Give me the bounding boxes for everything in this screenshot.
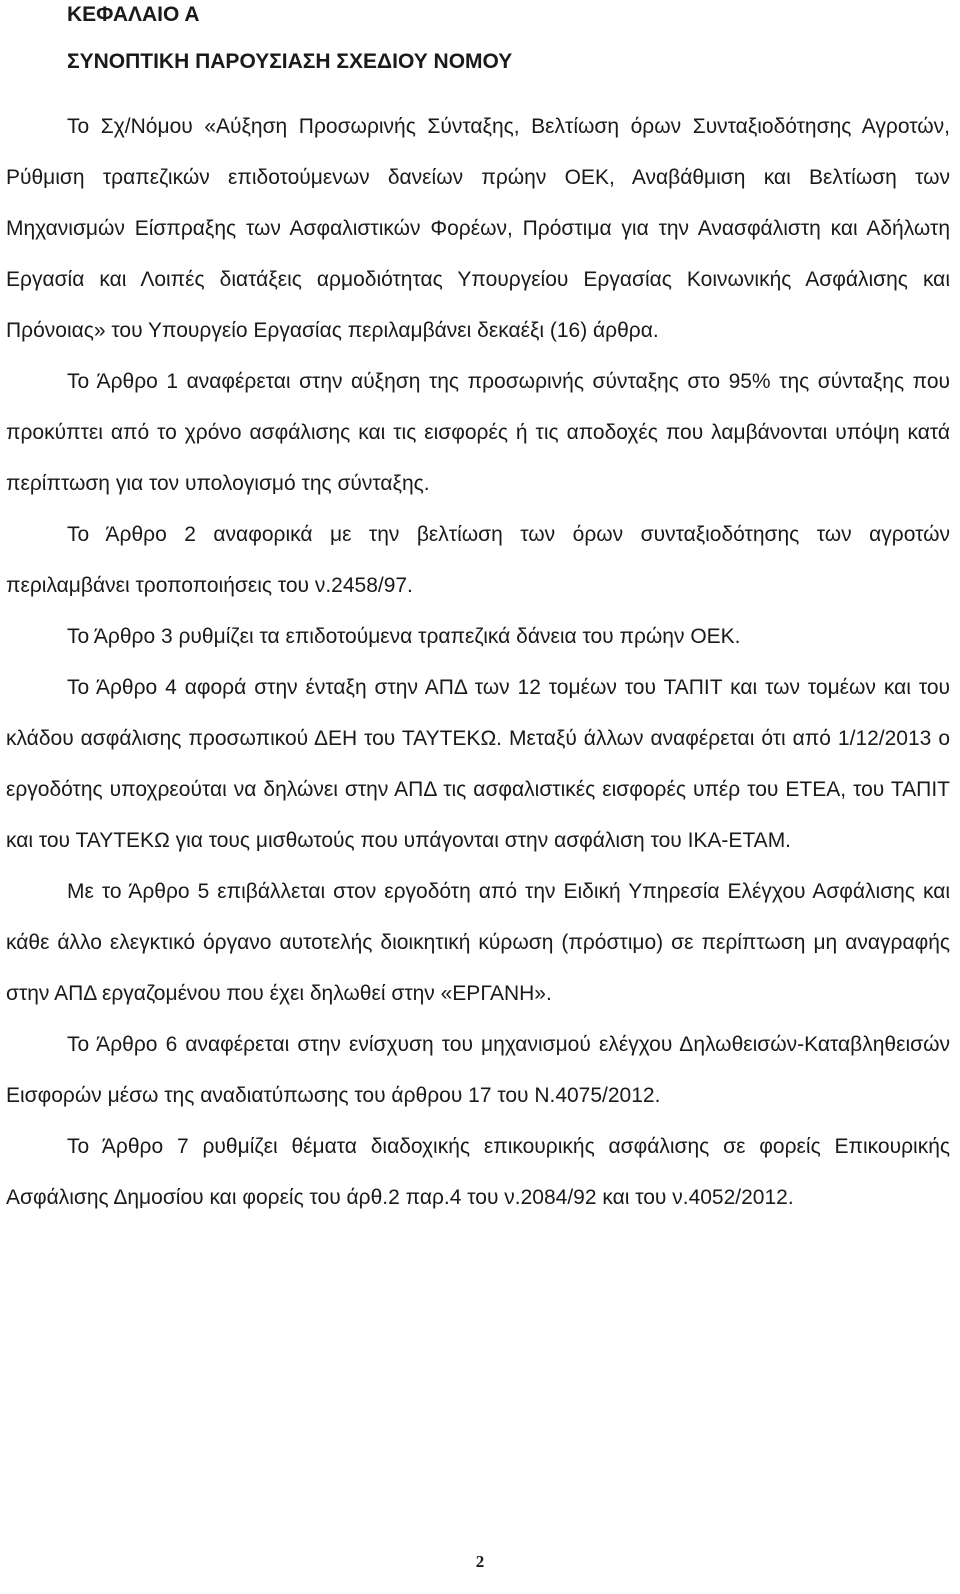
paragraph-article-3: Το Άρθρο 3 ρυθμίζει τα επιδοτούμενα τραπεζικά δάνεια του πρώην ΟΕΚ. bbox=[67, 625, 741, 648]
chapter-title: ΣΥΝΟΠΤΙΚΗ ΠΑΡΟΥΣΙΑΣΗ ΣΧΕΔΙΟΥ ΝΟΜΟΥ bbox=[67, 50, 513, 73]
paragraph-article-4: Το Άρθρο 4 αφορά στην ένταξη στην ΑΠΔ των 12 τομέων του ΤΑΠΙΤ και των τομέων και του κλάδου ασφάλισης προσωπικού ΔΕΗ του ΤΑΥΤΕΚΩ. Μεταξύ άλλων αναφέρεται ότι από 1/12/2013 ο εργοδότης υποχρεούται να δηλώνει στην ΑΠΔ τις ασφαλιστικές εισφορές υπέρ του ΕΤΕΑ, του ΤΑΠΙΤ και του ΤΑΥΤΕΚΩ για τους μισθωτούς που υπάγονται στην ασφάλιση του ΙΚΑ-ΕΤΑΜ. bbox=[6, 676, 950, 852]
paragraph-article-5: Με το Άρθρο 5 επιβάλλεται στον εργοδότη από την Ειδική Υπηρεσία Ελέγχου Ασφάλισης και κάθε άλλο ελεγκτικό όργανο αυτοτελής διοικητική κύρωση (πρόστιμο) σε περίπτωση μη αναγραφής στην ΑΠΔ εργαζομένου που έχει δηλωθεί στην «ΕΡΓΑΝΗ». bbox=[6, 880, 950, 1005]
paragraph-intro: Το Σχ/Νόμου «Αύξηση Προσωρινής Σύνταξης, Βελτίωση όρων Συνταξιοδότησης Αγροτών, Ρύθμιση τραπεζικών επιδοτούμενων δανείων πρώην ΟΕΚ, Αναβάθμιση και Βελτίωση των Μηχανισμών Είσπραξης των Ασφαλιστικών Φορέων, Πρόστιμα για την Ανασφάλιστη και Αδήλωτη Εργασία και Λοιπές διατάξεις αρμοδιότητας Υπουργείου Εργασίας Κοινωνικής Ασφάλισης και Πρόνοιας» του Υπουργείο Εργασίας περιλαμβάνει δεκαέξι (16) άρθρα. bbox=[6, 115, 950, 342]
paragraph-article-6: Το Άρθρο 6 αναφέρεται στην ενίσχυση του μηχανισμού ελέγχου Δηλωθεισών-Καταβληθεισών Εισφορών μέσω της αναδιατύπωσης του άρθρου 17 του Ν.4075/2012. bbox=[6, 1033, 950, 1107]
paragraph-article-1: Το Άρθρο 1 αναφέρεται στην αύξηση της προσωρινής σύνταξης στο 95% της σύνταξης που προκύπτει από το χρόνο ασφάλισης και τις εισφορές ή τις αποδοχές που λαμβάνονται υπόψη κατά περίπτωση για τον υπολογισμό της σύνταξης. bbox=[6, 370, 950, 495]
page-number: 2 bbox=[475, 1552, 485, 1571]
chapter-label: ΚΕΦΑΛΑΙΟ Α bbox=[67, 3, 200, 26]
document-body bbox=[6, 101, 950, 1223]
paragraph-article-2: Το Άρθρο 2 αναφορικά με την βελτίωση των όρων συνταξιοδότησης των αγροτών περιλαμβάνει τροποποιήσεις του ν.2458/97. bbox=[6, 523, 950, 597]
paragraph-article-7: Το Άρθρο 7 ρυθμίζει θέματα διαδοχικής επικουρικής ασφάλισης σε φορείς Επικουρικής Ασφάλισης Δημοσίου και φορείς του άρθ.2 παρ.4 του ν.2084/92 και του ν.4052/2012. bbox=[6, 1135, 950, 1209]
